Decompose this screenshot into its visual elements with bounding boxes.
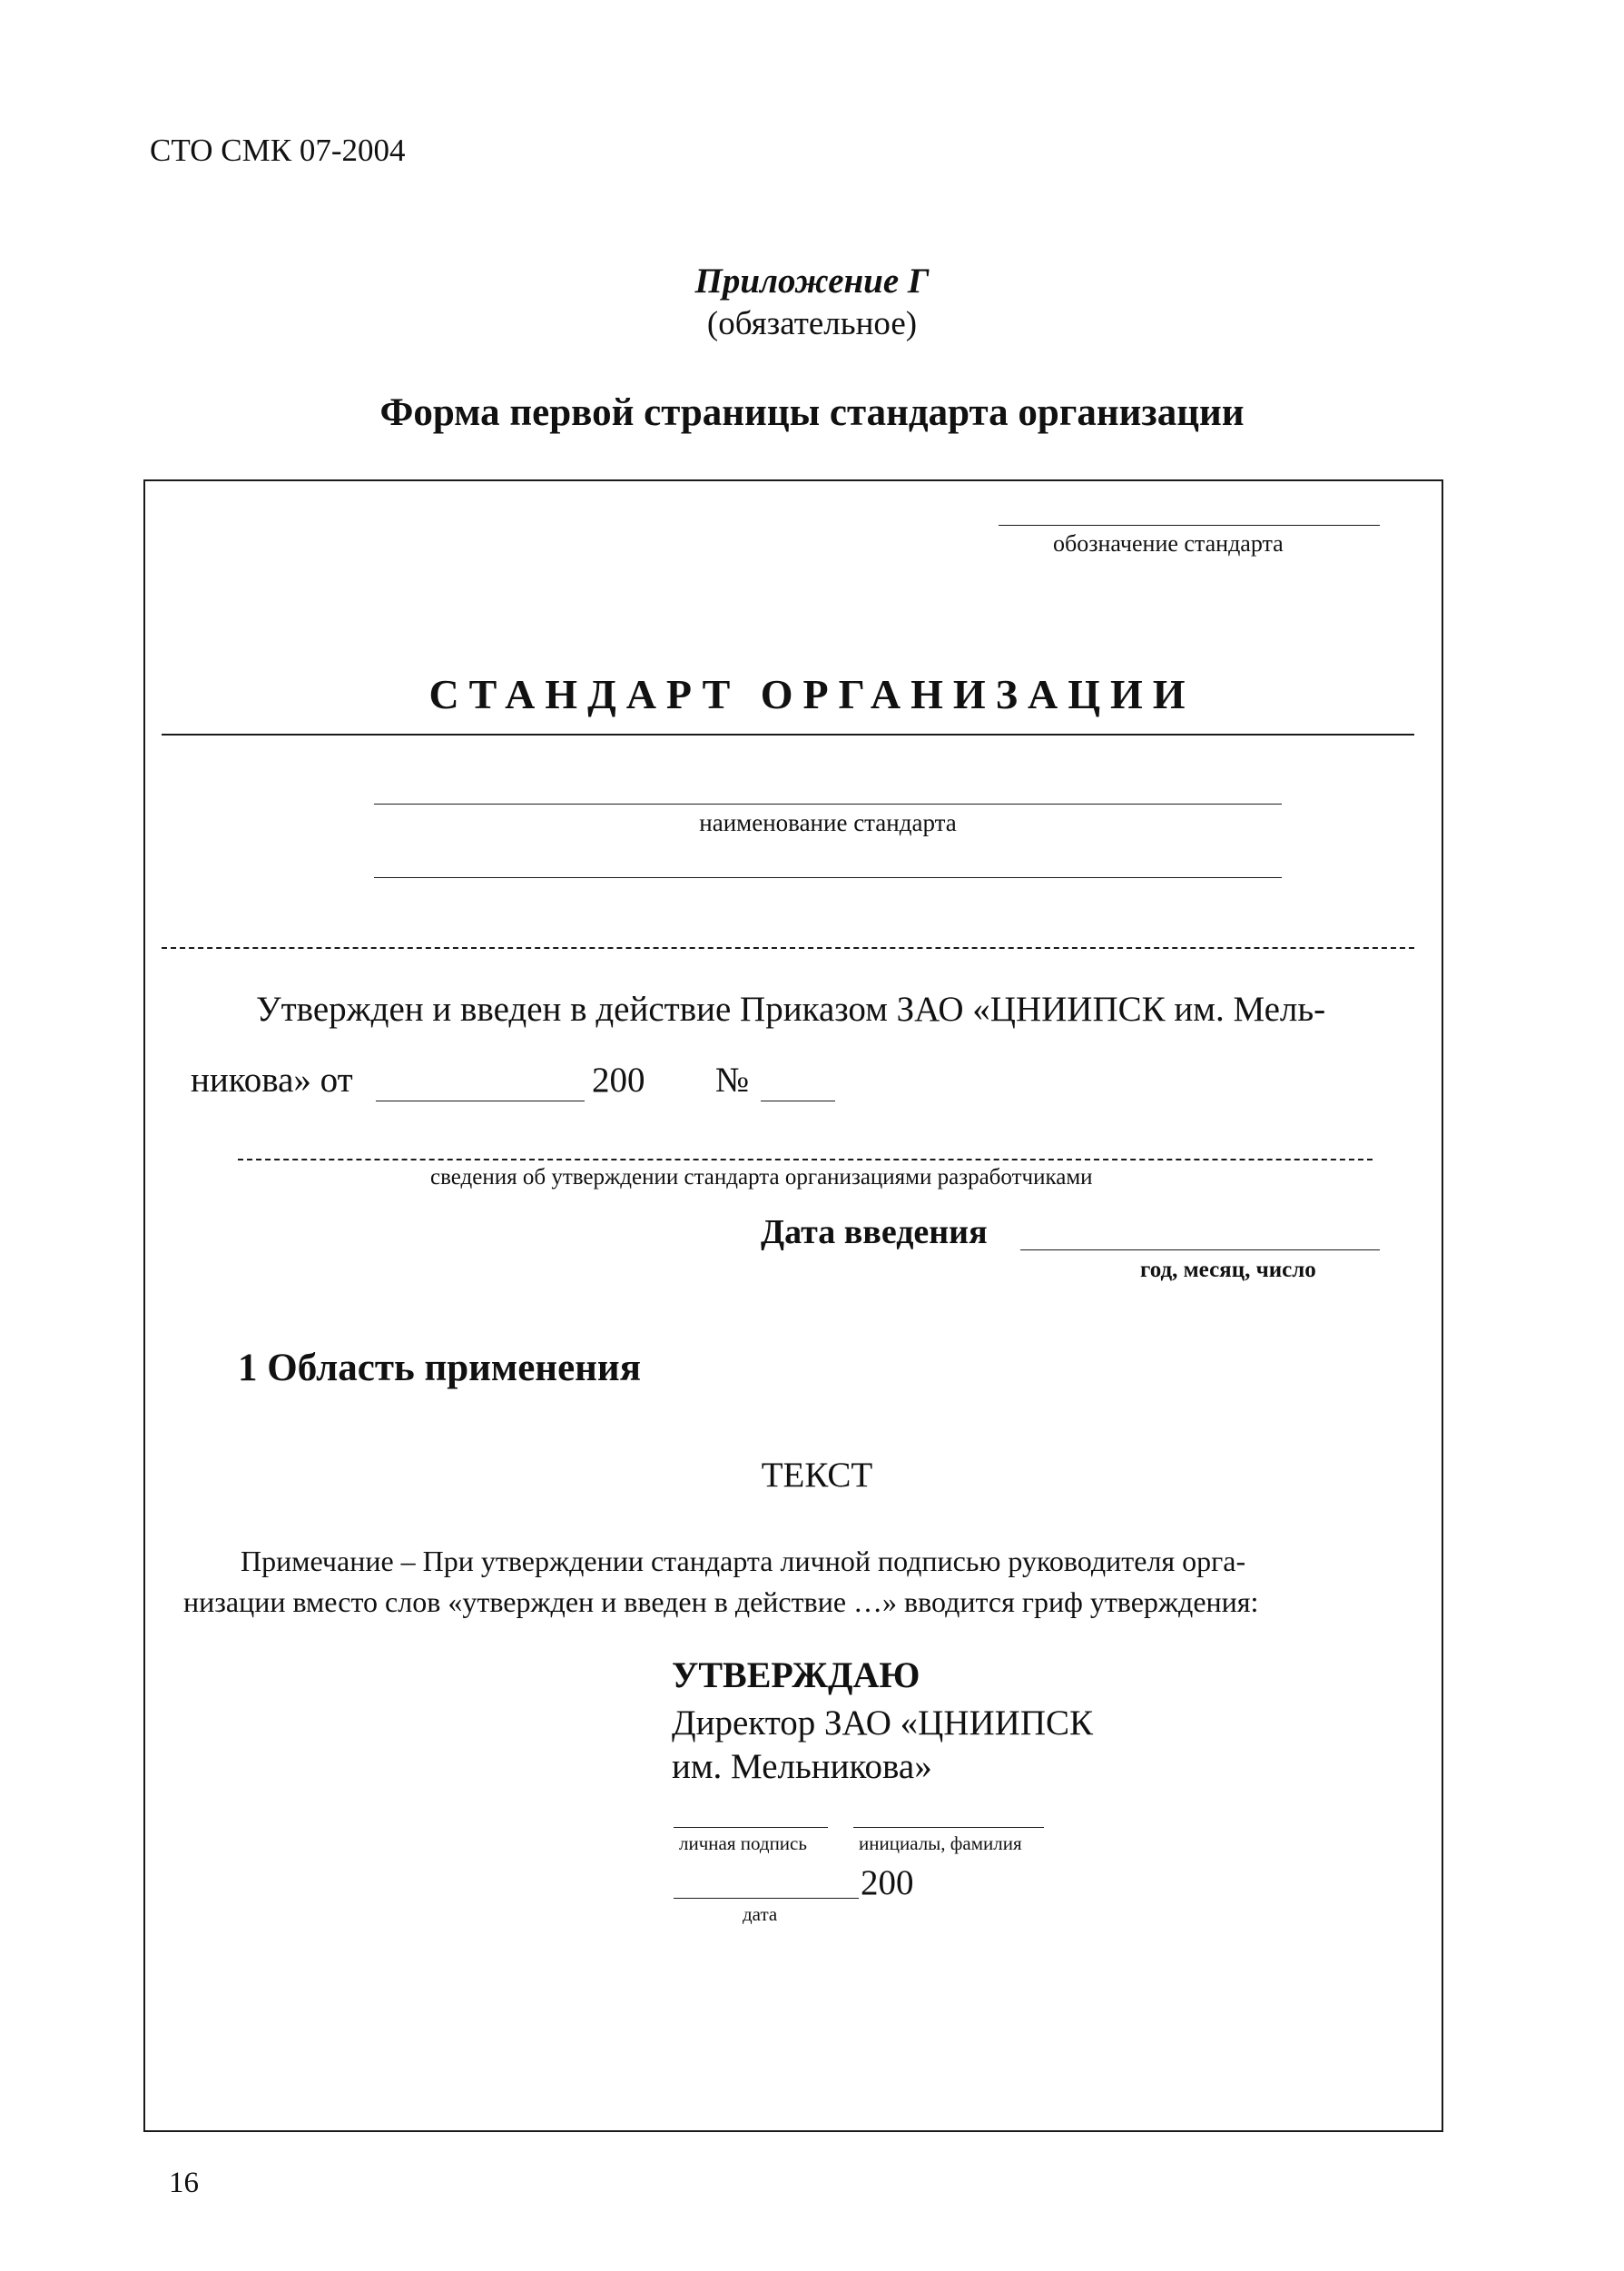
appendix-title: Приложение Г [694, 262, 930, 301]
name-line-bottom [374, 877, 1282, 878]
approval-year: 200 [592, 1061, 645, 1100]
signature-caption: личная подпись [679, 1832, 807, 1854]
intro-date-line [1020, 1249, 1380, 1250]
name-caption: наименование стандарта [699, 809, 957, 836]
approve-stamp-title: УТВЕРЖДАЮ [672, 1654, 920, 1695]
approval-line-2-prefix: никова» от [191, 1061, 353, 1100]
form-title: Форма первой страницы стандарта организации [379, 391, 1245, 434]
designation-caption: обозначение стандарта [1053, 530, 1284, 557]
approval-info-line [238, 1159, 1373, 1160]
note-line-2: низации вместо слов «утвержден и введен в действие …» вводится гриф утверждения: [183, 1585, 1259, 1618]
document-code: СТО СМК 07-2004 [150, 133, 406, 168]
approval-line-1: Утвержден и введен в действие Приказом ЗАО «ЦНИИПСК им. Мель- [256, 990, 1326, 1029]
text-placeholder: ТЕКСТ [761, 1456, 873, 1495]
approve-stamp-line-2: им. Мельникова» [672, 1747, 932, 1786]
name-signature-line [853, 1827, 1044, 1828]
name-caption: инициалы, фамилия [859, 1832, 1022, 1854]
signature-line [674, 1827, 828, 1828]
section-title: 1 Область применения [238, 1347, 641, 1389]
stamp-date-caption: дата [743, 1903, 778, 1925]
intro-date-label: Дата введения [761, 1213, 988, 1251]
name-line-top [374, 804, 1282, 805]
approval-number-sign: № [715, 1061, 750, 1100]
appendix-status: (обязательное) [706, 305, 918, 342]
page-number: 16 [169, 2167, 199, 2199]
approval-caption: сведения об утверждении стандарта организациями разработчиками [430, 1165, 1093, 1190]
section-divider [162, 947, 1414, 949]
approve-stamp-line-1: Директор ЗАО «ЦНИИПСК [672, 1703, 1094, 1743]
form-frame [143, 479, 1443, 2132]
intro-date-caption: год, месяц, число [1140, 1258, 1316, 1282]
standard-heading: СТАНДАРТ ОРГАНИЗАЦИИ [428, 671, 1196, 717]
stamp-date-line [674, 1898, 859, 1899]
stamp-year: 200 [861, 1863, 914, 1902]
designation-line [999, 525, 1380, 526]
heading-divider [162, 734, 1414, 736]
note-line-1: Примечание – При утверждении стандарта личной подписью руководителя орга- [241, 1545, 1246, 1577]
